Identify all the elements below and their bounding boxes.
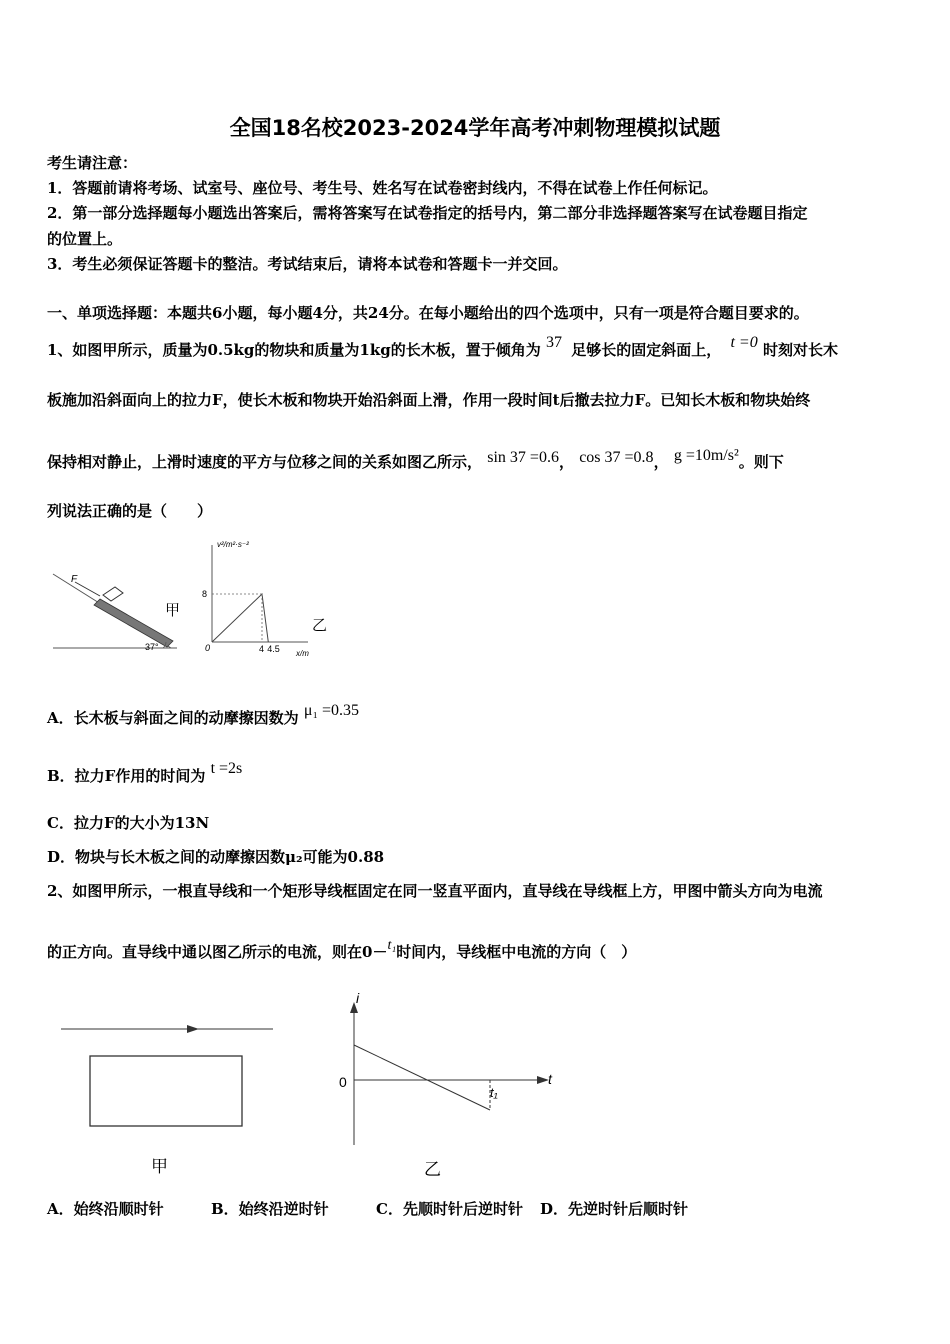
q2-line1: 2、如图甲所示，一根直导线和一个矩形导线框固定在同一竖直平面内，直导线在导线框上方，甲图中箭头方向为电流 [47,882,823,900]
option-b-text: B．拉力F作用的时间为 [47,767,206,785]
current-time-graph [325,985,565,1185]
q1-text: 保持相对静止，上滑时速度的平方与位移之间的关系如图乙所示， [47,453,483,471]
y-tick-label: 8 [202,589,208,599]
q1-angle: 37 [545,334,562,351]
x-axis-label: x/m [296,649,309,658]
q1-text: 足够长的固定斜面上， [571,341,722,359]
angle-label: 37° [145,642,159,652]
q2-t1: t₁ [387,938,397,953]
q2-text: 的正方向。直导线中通以图乙所示的电流，则在0－ [47,943,388,961]
q1-t0: t =0 [730,334,758,351]
x-tick-label: 4.5 [267,644,280,654]
q1-sin: sin 37 =0.6 [487,449,559,466]
section-heading: 一、单项选择题：本题共6小题，每小题4分，共24分。在每小题给出的四个选项中，只有一项是符合题目要求的。 [47,304,809,322]
q1-g: g =10m/s² [673,447,739,464]
current-line [354,1045,490,1110]
series-line [212,594,268,642]
notice-item: 1．答题前请将考场、试室号、座位号、考生号、姓名写在试卷密封线内，不得在试卷上作任何标记。 [47,179,718,197]
page-title: 全国18名校2023-2024学年高考冲刺物理模拟试题 [229,116,721,140]
x-tick-label: 4 [259,644,265,654]
origin-label: 0 [339,1074,347,1090]
q1-separator: ， [653,453,669,471]
q1-text: 时刻对长木 [762,341,838,359]
q1-text: 1、如图甲所示，质量为0.5kg的物块和质量为1kg的长木板，置于倾角为 [47,341,541,359]
q1-line3 [47,447,784,472]
option-d[interactable]: D．物块与长木板之间的动摩擦因数μ₂可能为0.88 [47,848,385,866]
q1-line2: 板施加沿斜面向上的拉力F，使长木板和物块开始沿斜面上滑，作用一段时间t后撤去拉力F。已知长木板和物块始终 [47,391,811,409]
notice-heading: 考生请注意： [47,154,138,172]
option-a-math: μ₁ =0.35 [303,702,360,719]
q1-cos: cos 37 =0.8 [579,449,654,466]
q2-text: 时间内，导线框中电流的方向（ ） [396,943,637,961]
figure-label-yi: 乙 [424,1160,441,1179]
q2-line2 [47,938,637,962]
option-a[interactable] [47,702,360,728]
option-a-text: A．长木板与斜面之间的动摩擦因数为 [47,709,299,727]
option-d[interactable]: D．先逆时针后顺时针 [540,1200,689,1218]
force-label: F [71,574,78,585]
option-b-math: t =2s [210,760,243,777]
t1-label: t₁ [490,1085,498,1100]
notice-item: 的位置上。 [47,230,123,248]
origin-label: 0 [205,643,211,653]
option-b[interactable] [47,760,243,786]
figure-label-jia: 甲 [165,602,181,619]
v2-x-chart [195,535,330,660]
option-b[interactable]: B．始终沿逆时针 [211,1200,329,1218]
x-axis-label: t [548,1071,552,1087]
option-a[interactable]: A．始终沿顺时针 [47,1200,164,1218]
y-axis-label: v²/m²·s⁻² [217,540,249,549]
block-icon [103,587,123,601]
notice-item: 2．第一部分选择题每小题选出答案后，需将答案写在试卷指定的括号内，第二部分非选择题答案写在试卷题目指定 [47,204,808,222]
q1-separator: ， [558,453,574,471]
board-icon [94,599,173,647]
arrow-right-icon [187,1025,199,1033]
notice-item: 3．考生必须保证答题卡的整洁。考试结束后，请将本试卷和答题卡一并交回。 [47,255,568,273]
figure-label-yi: 乙 [312,617,328,634]
q1-line1 [47,334,838,360]
option-c[interactable]: C．先顺时针后逆时针 [376,1200,523,1218]
figure-label-jia: 甲 [151,1157,168,1176]
rectangular-frame [90,1056,242,1126]
y-axis-label: i [356,990,360,1006]
q1-text: 。则下 [738,453,784,471]
option-c[interactable]: C．拉力F的大小为13N [47,814,210,832]
incline-figure [45,560,195,655]
q1-line4: 列说法正确的是（ ） [47,502,213,520]
wire-frame-figure [55,1010,285,1180]
